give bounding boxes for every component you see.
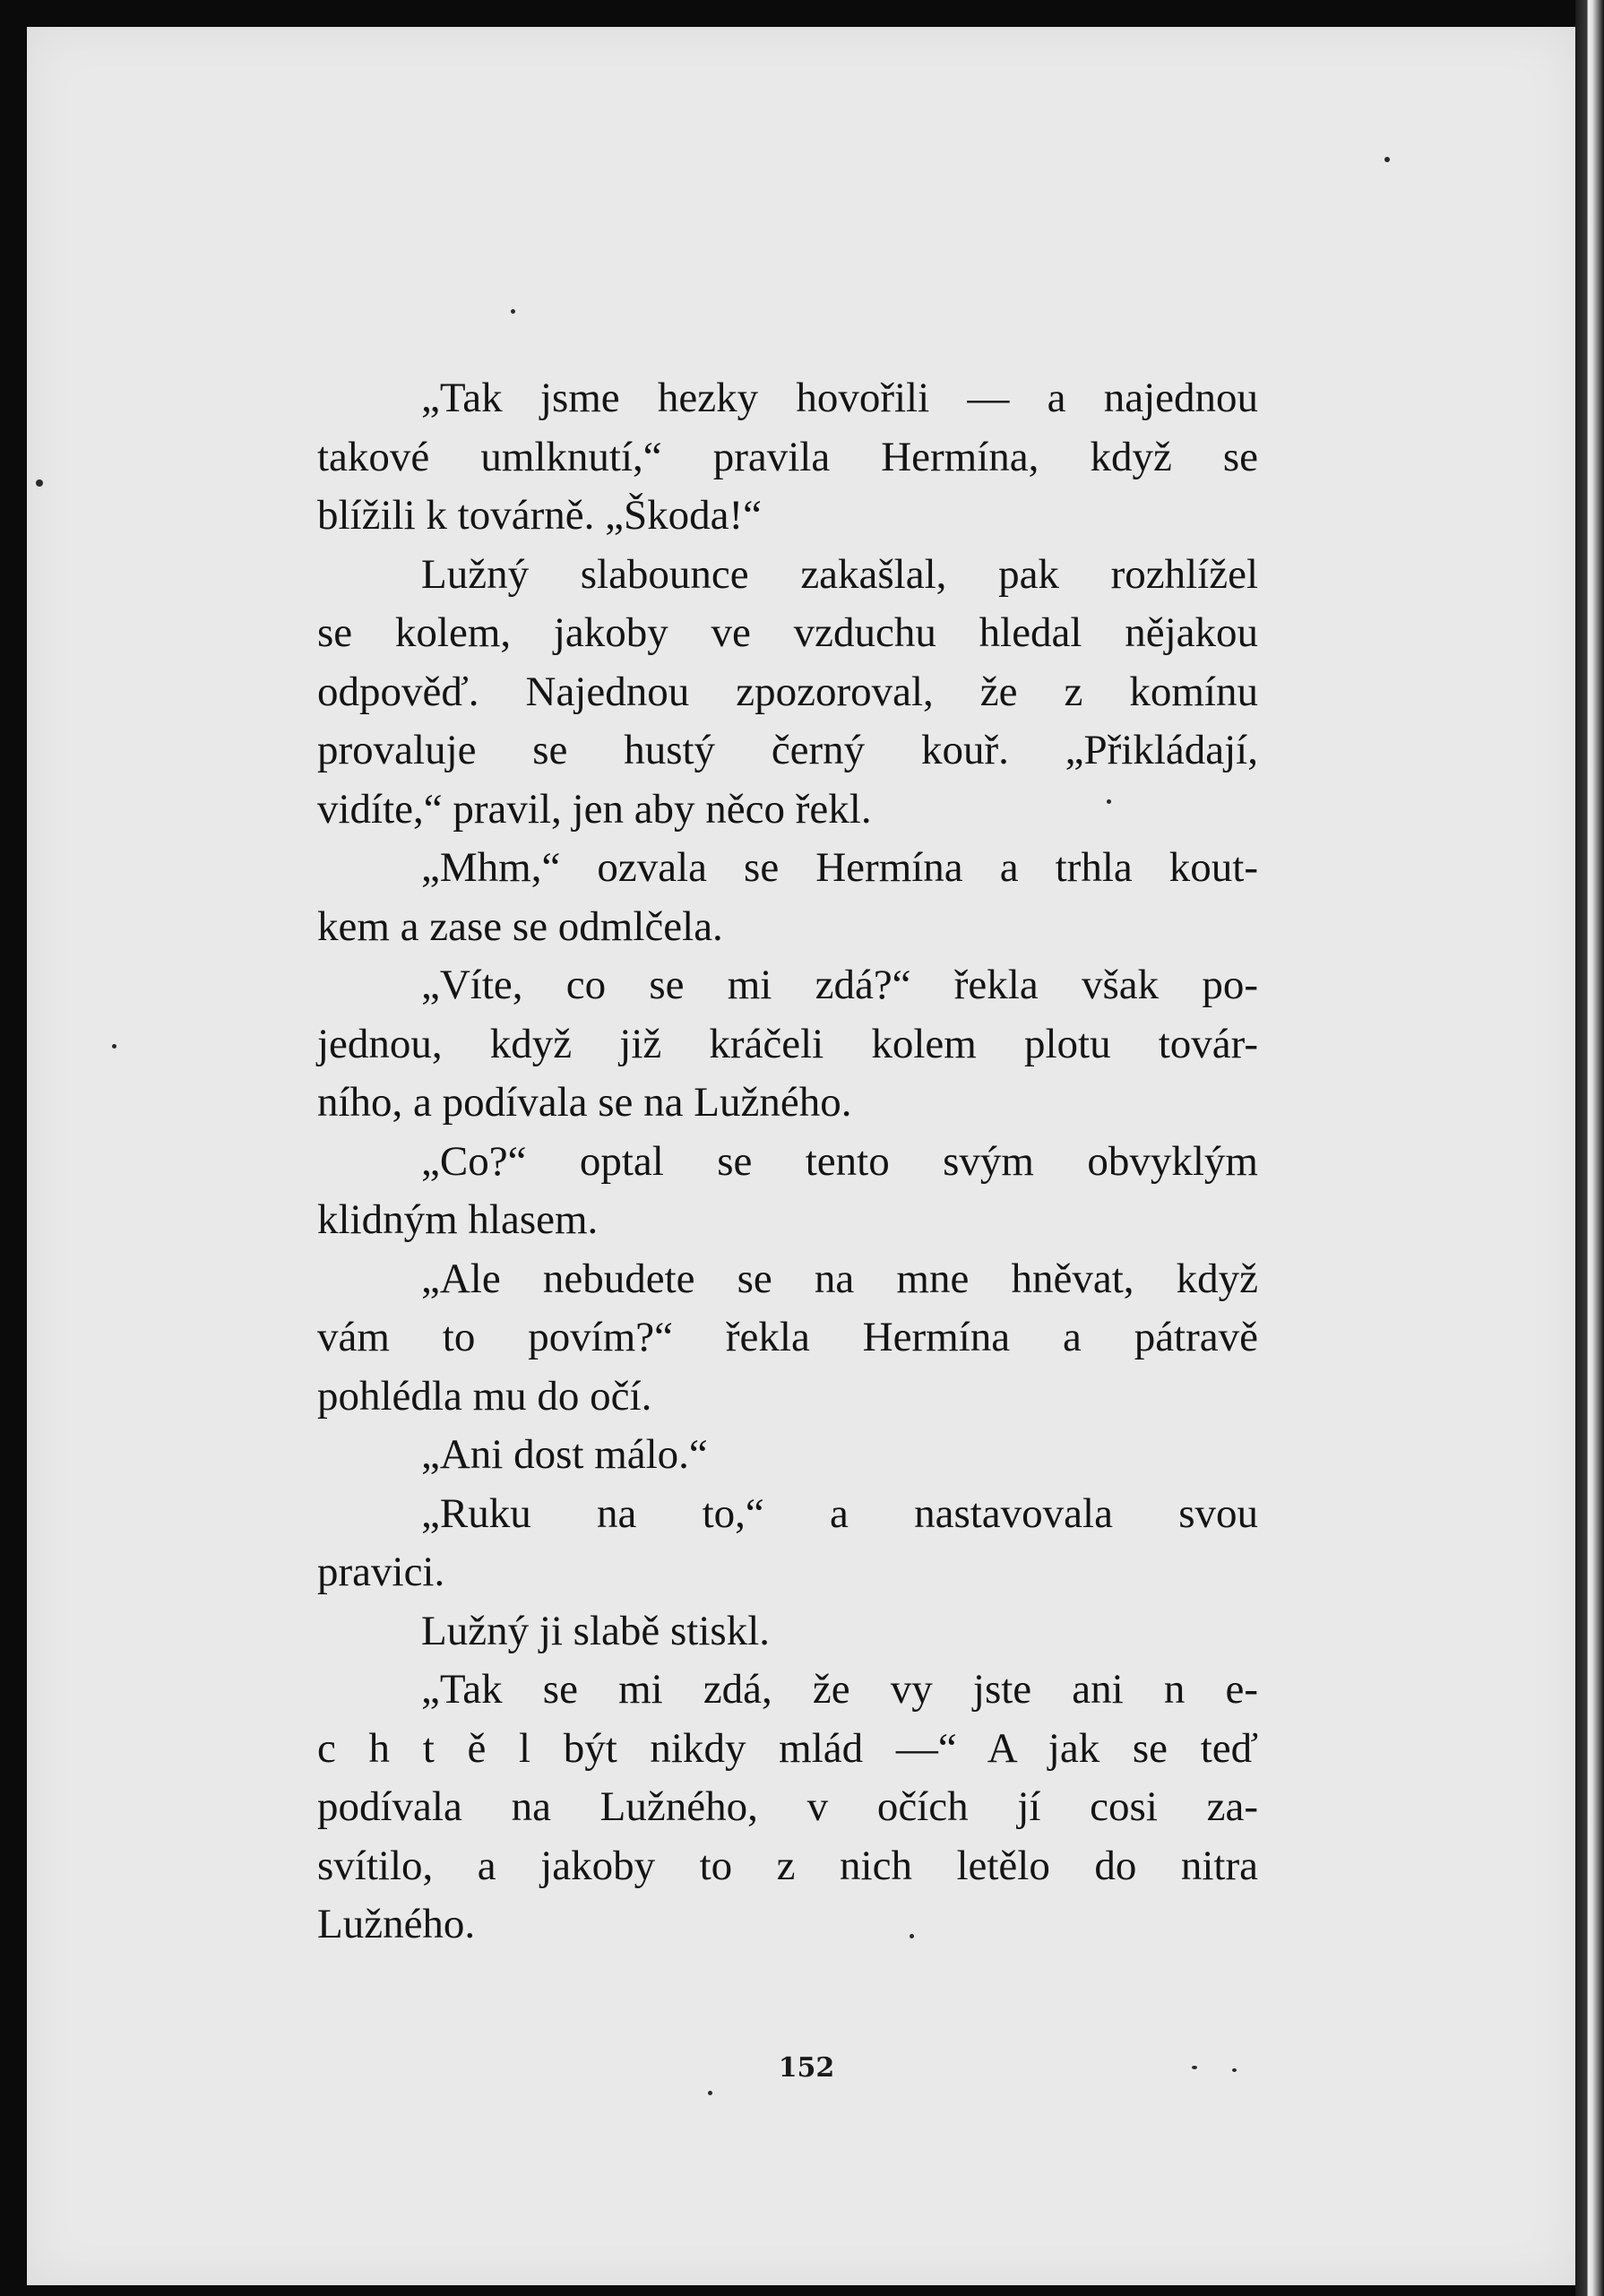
text-line: blížili k továrně. „Škoda!“	[317, 492, 762, 539]
text-line: odpověď. Najednou zpozoroval, že z komínu	[317, 668, 1258, 715]
text-line: „Mhm,“ ozvala se Hermína a trhla kout-	[421, 844, 1258, 891]
text-line: takové umlknutí,“ pravila Hermína, když se	[317, 433, 1258, 480]
text-line: provaluje se hustý černý kouř. „Přikládají,	[317, 727, 1258, 773]
text-line: svítilo, a jakoby to z nich letělo do nitra	[317, 1842, 1258, 1889]
page-number: 152	[778, 2052, 835, 2084]
text-line: c h t ě l být nikdy mlád —“ A jak se teď	[317, 1724, 1258, 1772]
text-line: se kolem, jakoby ve vzduchu hledal nějakou	[317, 609, 1258, 656]
text-line: pohlédla mu do očí.	[317, 1372, 652, 1420]
text-line: Lužného.	[317, 1901, 476, 1947]
body-text	[317, 369, 1258, 1955]
text-line: jednou, když již kráčeli kolem plotu továr-	[317, 1020, 1258, 1067]
text-line: Lužný ji slabě stiskl.	[421, 1607, 771, 1654]
text-line: „Co?“ optal se tento svým obvyklým	[421, 1137, 1258, 1185]
text-line: vám to povím?“ řekla Hermína a pátravě	[317, 1314, 1258, 1360]
text-line: vidíte,“ pravil, jen aby něco řekl.	[317, 785, 872, 833]
text-line: „Tak se mi zdá, že vy jste ani n e-	[421, 1666, 1258, 1713]
text-line: Lužný slabounce zakašlal, pak rozhlížel	[421, 550, 1258, 598]
text-line: „Tak jsme hezky hovořili — a najednou	[421, 375, 1258, 421]
speck	[1192, 2066, 1197, 2069]
text-line: pravici.	[317, 1549, 445, 1595]
text-line: „Víte, co se mi zdá?“ řekla však po-	[421, 962, 1258, 1008]
page-edge-shadow	[1575, 0, 1604, 2296]
text-line: „Ruku na to,“ a nastavovala svou	[421, 1489, 1258, 1537]
speck	[112, 1044, 116, 1049]
speck	[1232, 2068, 1237, 2072]
text-line: podívala na Lužného, v očích jí cosi za-	[317, 1783, 1258, 1830]
speck	[511, 309, 515, 314]
speck	[708, 2091, 712, 2095]
text-line: klidným hlasem.	[317, 1196, 599, 1243]
text-line: „Ale nebudete se na mne hněvat, když	[421, 1255, 1258, 1302]
text-line: ního, a podívala se na Lužného.	[317, 1079, 852, 1126]
speck	[36, 479, 43, 487]
speck	[1384, 157, 1390, 162]
text-line: „Ani dost málo.“	[421, 1431, 708, 1478]
text-line: kem a zase se odmlčela.	[317, 902, 723, 950]
